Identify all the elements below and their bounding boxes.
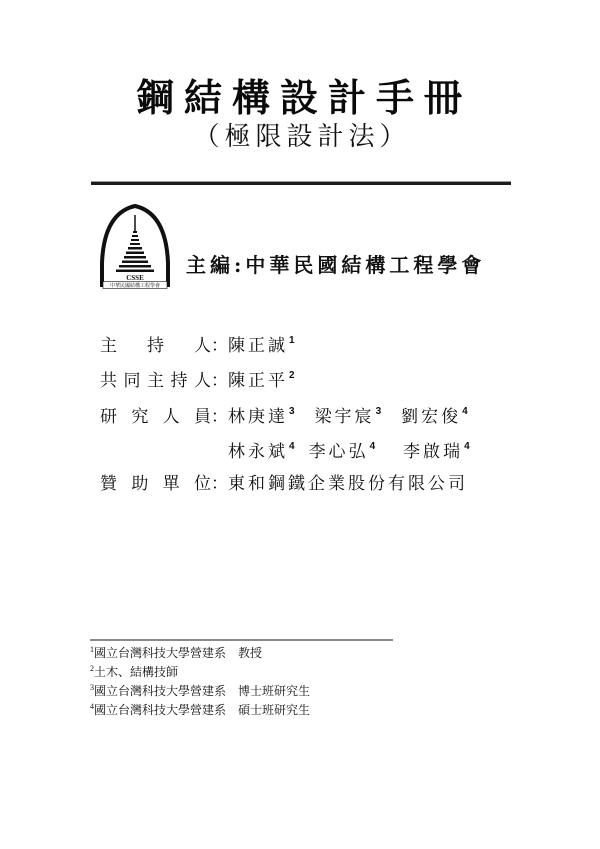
document-title: 鋼結構設計手冊 — [135, 76, 472, 120]
logo-acronym: CSSE — [126, 274, 144, 282]
host-name: 陳正誠$^1$ — [228, 335, 295, 356]
footnote-1: $^1$國立台灣科技大學營建系 教授 — [90, 645, 263, 660]
researcher-name: 李啟瑞$^4$ — [403, 441, 470, 462]
sponsor-name: 東和鋼鐵企業股份有限公司 — [228, 474, 468, 494]
csse-logo-icon — [99, 203, 171, 289]
logo-org-name: 中華民國結構工程學會 — [109, 283, 161, 289]
co-host-label: 共 同 主 持 人： — [100, 371, 228, 391]
document-subtitle: （極限設計法） — [193, 122, 411, 152]
researcher-name: 李心弘$^4$ — [308, 441, 376, 462]
editor-name: 中華民國結構工程學會 — [245, 253, 486, 277]
sponsor-label: 贊 助 單 位： — [100, 474, 228, 494]
chief-editor — [186, 252, 485, 278]
credit-row-host — [100, 330, 295, 357]
footnote-divider — [90, 639, 393, 641]
credit-row-co-host — [100, 365, 295, 392]
editor-label: 主編: — [186, 253, 246, 277]
credit-row-sponsor — [100, 473, 468, 495]
credit-row-researchers-cont — [228, 436, 470, 463]
researchers-label: 研 究 人 員： — [100, 407, 228, 427]
host-label: 主 持 人： — [100, 336, 228, 356]
co-host-name: 陳正平$^2$ — [228, 370, 295, 391]
footnote-3: $^3$國立台灣科技大學營建系 博士班研究生 — [90, 683, 311, 698]
footnote-2: $^2$土木、結構技師 — [90, 664, 179, 679]
researcher-name: 林永斌$^4$ — [228, 441, 295, 462]
footnote-4: $^4$國立台灣科技大學營建系 碩士班研究生 — [90, 702, 311, 717]
researcher-name: 梁宇宸$^3$ — [314, 406, 382, 427]
researcher-name: 林庚達$^3$ — [228, 406, 295, 427]
title-divider — [91, 182, 511, 185]
credit-row-researchers — [100, 401, 468, 428]
researcher-name: 劉宏俊$^4$ — [401, 406, 468, 427]
